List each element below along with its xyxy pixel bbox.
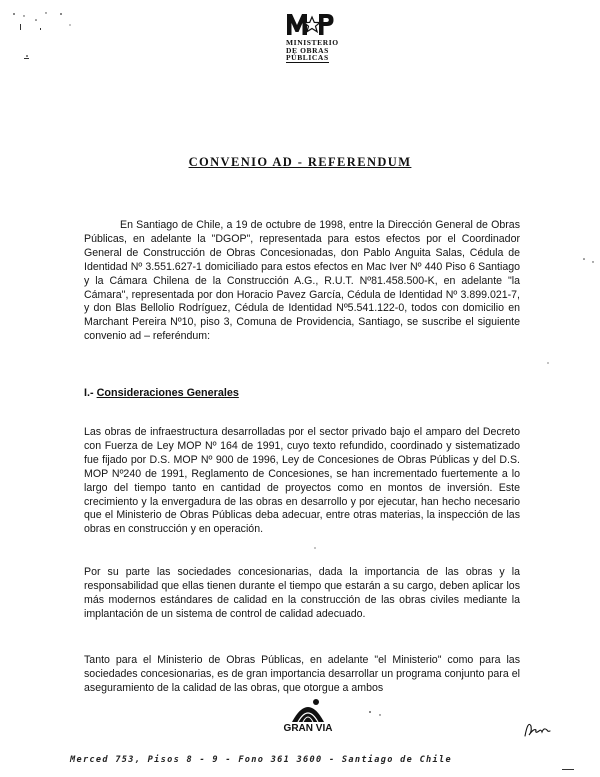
section-number: I.- [84,387,94,399]
section-heading [84,387,239,399]
gran-via-logo [268,696,348,748]
signature-initials [522,718,552,740]
document-title [0,155,600,170]
section-title: Consideraciones Generales [96,387,239,399]
mop-logo-icon [286,12,334,36]
gran-via-name: GRAN VIA [283,723,333,734]
intro-paragraph: En Santiago de Chile, a 19 de octubre de 1998, entre la Dirección General de Obras Públicas, en adelante la "DGOP", representada para estos efectos por el Coordinador General de Construcción de Obras Concesionadas, don Pablo Anguita Salas, Cédula de Identidad Nº 3.551.627-1 domiciliado para estos efectos en Mac Iver Nº 440 Piso 6 Santiago y la Cámara Chilena de la Construcción A.G., R.U.T. Nº81.458.500-K, en adelante "la Cámara", representada por don Horacio Pavez García, Cédula de Identidad Nº 3.899.021-7, y don Blas Bellolio Rodríguez, Cédula de Identidad Nº5.541.122-0, todos con domicilio en Marchant Pereira Nº10, piso 3, Comuna de Providencia, Santiago, se suscribe el siguiente convenio ad – referéndum: [84,219,520,343]
mop-logo-text [286,39,350,63]
footer-address: Merced 753, Pisos 8 - 9 - Fono 361 3600 - Santiago de Chile [70,755,452,765]
mop-logo [278,12,348,70]
mop-logo-line-3: PÚBLICAS [286,53,329,63]
mop-logo-line-1: MINISTERIO [286,38,339,47]
paragraph-infrastructure: Las obras de infraestructura desarrolladas por el sector privado bajo el amparo del Decreto con Fuerza de Ley MOP Nº 164 de 1991, cuyo texto refundido, coordinado y sistematizado fue fijado por D.S. MOP Nº 900 de 1996, Ley de Concesiones de Obras Públicas y del D.S. MOP Nº240 de 1991, Reglamento de Concesiones, se han incrementado fuertemente a lo largo del tiempo tanto en cantidad de proyectos como en montos de inversión. Este crecimiento y la envergadura de las obras en desarrollo y por ejecutar, han hecho necesario que el Ministerio de Obras Públicas deba adecuar, entre otras materias, la inspección de las obras en construcción y en operación. [84,426,520,536]
mop-logo-line-2: DE OBRAS [286,45,329,55]
paragraph-concessionaires: Por su parte las sociedades concesionarias, dada la importancia de las obras y la responsabilidad que ellas tienen durante el tiempo que estarán a su cargo, deben aplicar los más modernos estándares de calidad en la construcción de las obras civiles mediante la implantación de un sistema de control de calidad adecuado. [84,566,520,620]
paragraph-joint-program: Tanto para el Ministerio de Obras Públicas, en adelante "el Ministerio" como para las sociedades concesionarias, es de gran importancia desarrollar un programa conjunto para el aseguramiento de la calidad de las obras, que otorgue a ambos [84,654,520,694]
gran-via-logo-icon [288,696,328,724]
document-title-text: CONVENIO AD - REFERENDUM [188,155,412,169]
